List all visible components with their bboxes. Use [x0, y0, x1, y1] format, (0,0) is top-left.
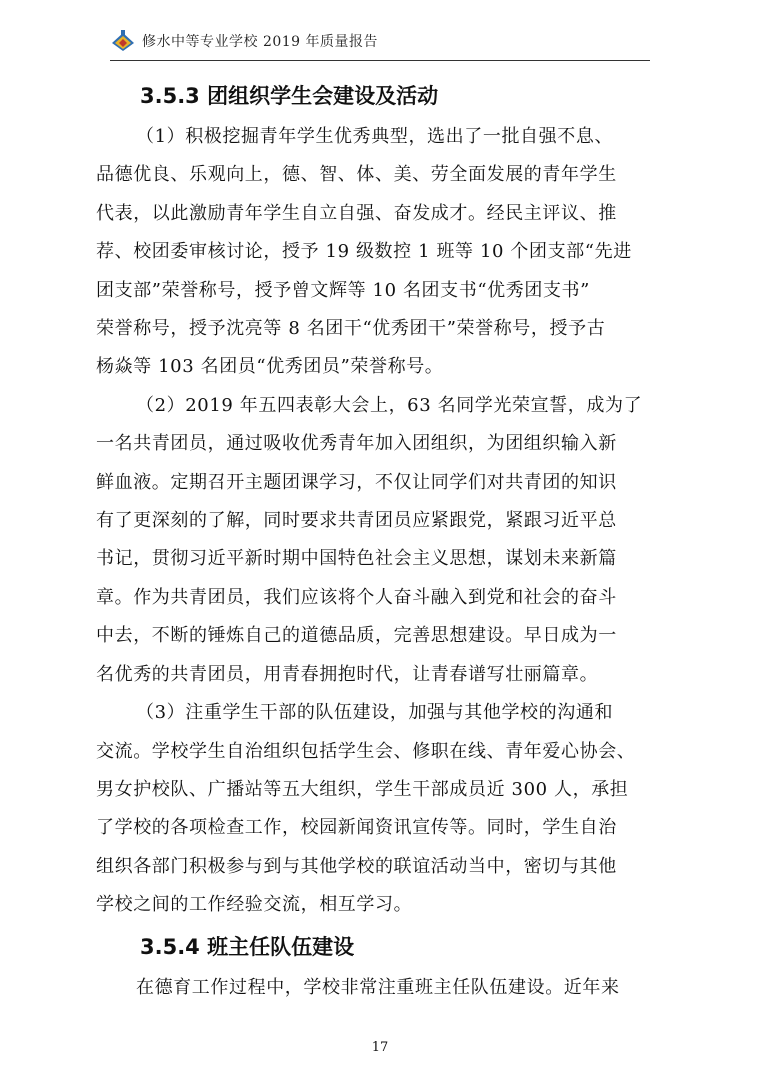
text-line: （3）注重学生干部的队伍建设，加强与其他学校的沟通和: [136, 702, 614, 724]
page-header: [110, 26, 650, 56]
text-line: 学校之间的工作经验交流，相互学习。: [96, 894, 413, 916]
text-line: 中去，不断的锤炼自己的道德品质，完善思想建设。早日成为一: [96, 625, 617, 647]
text-line: 名优秀的共青团员，用青春拥抱时代，让青春谱写壮丽篇章。: [96, 663, 599, 685]
paragraph: [96, 118, 711, 387]
text-line: 了学校的各项检查工作，校园新闻资讯宣传等。同时，学生自治: [96, 817, 617, 839]
text-line: 荐、校团委审核讨论，授予 19 级数控 1 班等 10 个团支部“先进: [96, 241, 632, 263]
school-logo-icon: [110, 29, 136, 53]
text-line: （2）2019 年五四表彰大会上，63 名同学光荣宣誓，成为了: [136, 394, 643, 416]
text-line: 组织各部门积极参与到与其他学校的联谊活动当中，密切与其他: [96, 855, 617, 877]
paragraph: [96, 387, 711, 694]
page-body: [96, 74, 711, 1007]
section-heading: 3.5.3 团组织学生会建设及活动: [140, 84, 439, 108]
text-line: 杨焱等 103 名团员“优秀团员”荣誉称号。: [96, 356, 444, 378]
report-title: 修水中等专业学校 2019 年质量报告: [142, 34, 379, 50]
text-line: 交流。学校学生自治组织包括学生会、修职在线、青年爱心协会、: [96, 740, 636, 762]
text-line: 有了更深刻的了解，同时要求共青团员应紧跟党，紧跟习近平总: [96, 510, 617, 532]
page-number: 17: [371, 1040, 389, 1055]
text-line: 章。作为共青团员，我们应该将个人奋斗融入到党和社会的奋斗: [96, 586, 617, 608]
text-line: 品德优良、乐观向上，德、智、体、美、劳全面发展的青年学生: [96, 164, 617, 186]
header-divider: [110, 60, 650, 61]
text-line: 书记，贯彻习近平新时期中国特色社会主义思想，谋划未来新篇: [96, 548, 617, 570]
section-heading: 3.5.4 班主任队伍建设: [140, 934, 355, 959]
text-line: 团支部”荣誉称号，授予曾文辉等 10 名团支书“优秀团支书”: [96, 279, 590, 301]
paragraph: [96, 694, 711, 924]
text-line: 代表，以此激励青年学生自立自强、奋发成才。经民主评议、推: [96, 202, 617, 224]
text-line: 男女护校队、广播站等五大组织，学生干部成员近 300 人，承担: [96, 778, 629, 800]
text-line: 一名共青团员，通过吸收优秀青年加入团组织，为团组织输入新: [96, 433, 617, 455]
text-line: 鲜血液。定期召开主题团课学习，不仅让同学们对共青团的知识: [96, 471, 617, 493]
text-line: 在德育工作过程中，学校非常注重班主任队伍建设。近年来: [136, 976, 620, 998]
text-line: （1）积极挖掘青年学生优秀典型，选出了一批自强不息、: [136, 126, 614, 147]
text-line: 荣誉称号，授予沈亮等 8 名团干“优秀团干”荣誉称号，授予古: [96, 318, 606, 340]
paragraph: [96, 969, 711, 1007]
